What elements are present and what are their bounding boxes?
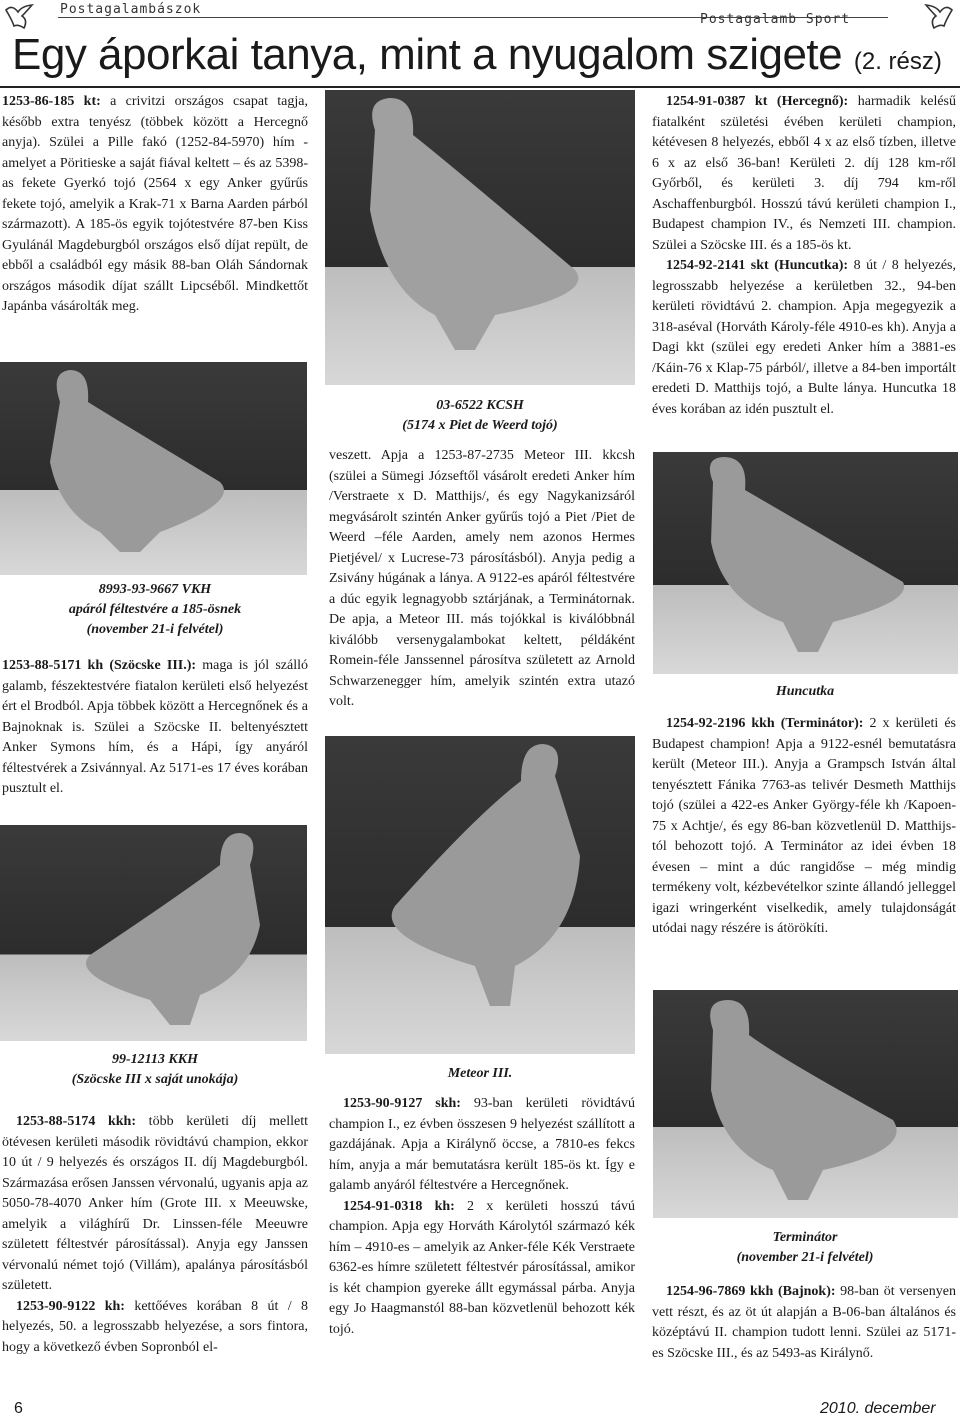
caption-03-6522 [330, 396, 630, 436]
paragraph-text: veszett. Apja a 1253-87-2735 Meteor III. kkcsh (szülei a Sümegi Józseftől vásárolt eredeti Anker hím /Verstraete x D. Matthijs/, és egy Nagykanizsáról megvásárolt szintén Anker gyűrűs tojó a Piet /Piet de Weerd –féle Aarden, amely nem azonos Hermes Pietjével/ x Lucrese-73 párosításból). Anyja pedig a Zsivány húgának a lánya. A 9122-es apáról féltestvére a dúc egyik legnagyobb sztárjának, a Terminátornak. De apja, a Meteor III. más tojókkal is kiválóbbnál kiválóbb versenygalambokat keltett, példáként Romein-féle Janssennel párosítva született az Arnold Schwarzenegger hím, amelyik szintén extra utazó volt. [329, 448, 635, 709]
caption-line: 99-12113 KKH [112, 1052, 198, 1067]
caption-8993-93-9667 [20, 580, 290, 640]
pigeon-photo-icon [653, 452, 958, 674]
pigeon-id: 1253-86-185 kt: [2, 94, 101, 109]
pigeon-id: 1254-96-7869 kkh (Bajnok): [666, 1284, 836, 1299]
pigeon-id: 1254-92-2141 skt (Huncutka): [666, 258, 849, 273]
caption-99-12113 [20, 1050, 290, 1090]
pigeon-photo-icon [0, 362, 307, 575]
pigeon-photo-icon [0, 825, 307, 1041]
pigeon-id: 1254-91-0318 kh: [343, 1198, 455, 1214]
pigeon-id: 1253-88-5174 kkh: [16, 1114, 137, 1129]
col2-paragraph-2 [329, 1094, 635, 1340]
col2-paragraph-1 [329, 446, 635, 713]
pigeon-id: 1254-91-0387 kt (Hercegnő): [666, 94, 849, 109]
caption-line: (5174 x Piet de Weerd tojó) [402, 418, 558, 433]
pigeon-photo-icon [653, 990, 958, 1218]
photo-huncutka [653, 452, 958, 674]
pigeon-id: 1253-90-9122 kh: [16, 1298, 125, 1314]
photo-8993-93-9667 [0, 362, 307, 575]
photo-terminator [653, 990, 958, 1218]
col3-paragraph-2 [652, 714, 956, 940]
caption-terminator [660, 1228, 950, 1268]
article-title-part: (2. rész) [853, 48, 942, 75]
article-title [12, 30, 952, 86]
paragraph-text: 2 x kerületi és Budapest champion! Apja a 9122-esnél bemutatásra került (Meteor III.). Anyja a Grampsch István által tenyésztett Fánika 7763-as telivér Desmeth Matthijs tojó (szülei a 422-es Anker György-féle kh /Kapoen-75 x Achtje/, és egy 86-ban közvetlenül D. Matthijs-tól behozott tojó. A Terminátor az idei évben 18 évesen – mint a dúc rangidőse – még mindig termékeny volt, kézbevételkor szinte állandó jelleggel igazi wringerként viselkedik, amely tulajdonságát utódai nagy részére is átörökíti. [652, 716, 956, 936]
caption-meteor-iii [330, 1064, 630, 1084]
caption-line: Huncutka [775, 684, 835, 699]
photo-99-12113 [0, 825, 307, 1041]
page-number: 6 [14, 1400, 23, 1417]
paragraph-text: 98-ban öt versenyen vett részt, és az öt út alapján a B-06-ban általános és középtávú II. champion tudott lenni. Szülei az 5171-es Szöcske III., és az 5493-as Királynő. [652, 1284, 956, 1361]
issue-date: 2010. december [820, 1400, 936, 1417]
pigeon-photo-icon [325, 90, 635, 385]
caption-huncutka [660, 682, 950, 702]
col1-paragraph-3 [2, 1112, 308, 1358]
col1-paragraph-1 [2, 92, 308, 318]
caption-line: (november 21-i felvétel) [86, 622, 224, 637]
paragraph-text: harmadik kelésű fiatalként születési évében kerületi champion, kétévesen 8 helyezés, ebből 4 x az első tízben, illetve 6 x az első 36-ban! Kerületi 2. díj 128 km-ről Győrből, és kerületi 3. díj 794 km-ről Aschaffenburgból. Hosszú távú kerületi champion I., Budapest champion IV., és Nemzeti III. champion. Szülei a Szöcske III. és a 185-ös kt. [652, 94, 956, 253]
photo-meteor-iii [325, 736, 635, 1054]
col3-paragraph-3 [652, 1282, 956, 1364]
paragraph-text: maga is jól szálló galamb, fészektestvére fiatalon kerületi első helyezést ért el Brodból. Apja többek között a Hercegnőnek és a Bajnoknak is. Szülei a Szöcske II. beltenyésztett Anker Symons hím, és a Hápi, így anyáról féltestvérek a Zsivánnyal. Az 5171-es 17 éves korában pusztult el. [2, 658, 309, 796]
caption-line: 8993-93-9667 VKH [98, 582, 212, 597]
section-label-left: Postagalambászok [60, 2, 202, 17]
caption-line: (november 21-i felvétel) [736, 1250, 874, 1265]
pigeon-id: 1254-92-2196 kkh (Terminátor): [666, 716, 864, 731]
pigeon-photo-icon [325, 736, 635, 1054]
paragraph-text: 2 x kerületi hosszú távú champion. Apja egy Horváth Károlytól származó kék hím – 4910-es – amelyik az Anker-féle Kék Verstraete 6362-es hímre született féltestvér párosítással, amikor is két champion gyereke állt egymással párba. Anyja egy Jo Haagmanstól 88-ban közvetlenül behozott kék tojó. [329, 1198, 635, 1337]
caption-line: (Szöcske III x saját unokája) [71, 1072, 239, 1087]
dove-logo-right-icon [922, 2, 956, 32]
title-rule [0, 86, 960, 88]
col3-paragraph-1 [652, 92, 956, 420]
paragraph-text: kettőéves korában 8 út / 8 helyezés, 50. a legrosszabb helyezése, a sors fintora, hogy a következő évben Sopronból el- [2, 1298, 308, 1355]
paragraph-text: 8 út / 8 helyezés, legrosszabb helyezése a kerületben 32., 94-ben kerületi rövidtávú 2. champion. Apja megegyezik a 318-aséval (Horváth Károly-féle 4910-es kh). Anyja a Dagi kkt (szülei egy eredeti Anker hím a 3881-es /Káin-76 x Klap-75 párból/, illetve a 84-ben importált eredeti D. Matthijs tojó, a Bulte lánya. Huncutka 18 éves korában az idén pusztult el. [652, 258, 956, 417]
section-label-right: Postagalamb Sport [700, 12, 851, 27]
caption-line: apáról féltestvére a 185-ösnek [68, 602, 242, 617]
paragraph-text: a crivitzi országos csapat tagja, később extra tenyész (többek között a Hercegnő anyja). Szülei a Pille fakó (1252-84-5970) hím - amelyet a Pöritieske a saját fiával keltett – és az 5398-as fekete Gyerkó tojó (2564 x egy Anker gyűrűs fekete tojó, amelyik a Krak-71 x Barna Aarden párból származott). A 185-ös egyik tojótestvére 87-ben Kiss Gyulánál Magdeburgból országos első díjat repült, de ebből a családból egy másik 88-ban Oláh Sándornak országos második díjat szállt Lipcséből. Mindkettőt Japánba vásárolták meg. [2, 94, 308, 314]
pigeon-id: 1253-90-9127 skh: [343, 1096, 461, 1111]
paragraph-text: több kerületi díj mellett ötévesen kerületi második rövidtávú champion, ekkor 10 út / 9 helyezés és országos II. díj Magdeburgból. Származása erősen Janssen vérvonalú, ugyanis apja az 5050-78-4070 Anker hím (Grote III. x Meeuwske, amelyik a világhírű Dr. Linssen-féle Meeuwre született féltestvér párosítással). Anyja egy Janssen vérvonalú német tojó (Villám), apalánya párosításból született. [2, 1114, 308, 1293]
dove-logo-left-icon [2, 2, 36, 32]
caption-line: 03-6522 KCSH [436, 398, 524, 413]
pigeon-id: 1253-88-5171 kh (Szöcske III.): [2, 658, 197, 673]
caption-line: Meteor III. [447, 1066, 513, 1081]
photo-03-6522 [325, 90, 635, 385]
caption-line: Terminátor [772, 1230, 838, 1245]
col1-paragraph-2 [2, 656, 308, 800]
article-title-main: Egy áporkai tanya, mint a nyugalom szigete [12, 30, 843, 79]
paragraph-text: 93-ban kerületi rövidtávú champion I., ez évben összesen 9 helyezést szállított a gazdájának. Apja a Királynő öccse, a 7810-es fekcs hím, anyja a már bemutatásra került 185-ös kt. Így e galamb anyáról féltestvére a Hercegnőnek. [329, 1096, 635, 1193]
